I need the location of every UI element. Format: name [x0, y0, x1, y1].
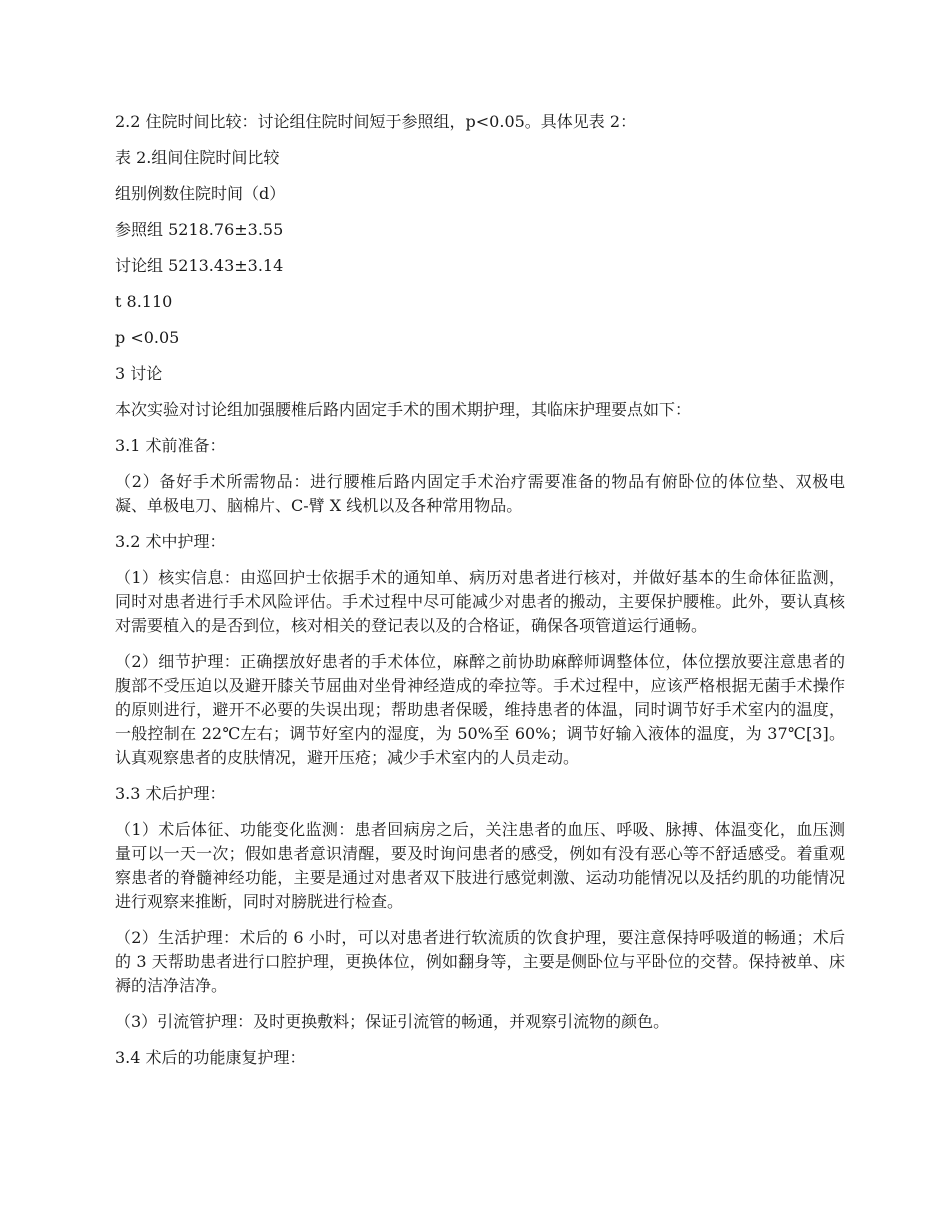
paragraph-verify-info: （1）核实信息：由巡回护士依据手术的通知单、病历对患者进行核对，并做好基本的生命体征监测，同时对患者进行手术风险评估。手术过程中尽可能减少对患者的搬动，主要保护腰椎。此外，要认真核对需要植入的是否到位，核对相关的登记表以及的合格证，确保各项管道运行通畅。 — [115, 568, 845, 635]
table-header-row: 组别例数住院时间（d） — [115, 184, 286, 203]
section-3-3-heading: 3.3 术后护理： — [115, 784, 226, 803]
paragraph-postop-monitoring: （1）术后体征、功能变化监测：患者回病房之后，关注患者的血压、呼吸、脉搏、体温变化，血压测量可以一天一次；假如患者意识清醒，要及时询问患者的感受，例如有没有恶心等不舒适感受。着重观察患者的脊髓神经功能，主要是通过对患者双下肢进行感觉刺激、运动功能情况以及括约肌的功能情况进行观察来推断，同时对膀胱进行检查。 — [115, 820, 845, 911]
section-3-intro: 本次实验对讨论组加强腰椎后路内固定手术的围术期护理，其临床护理要点如下： — [115, 400, 692, 419]
table-row-reference: 参照组 5218.76±3.55 — [115, 220, 284, 239]
table-caption: 表 2.组间住院时间比较 — [115, 148, 280, 167]
table-row-p: p <0.05 — [115, 328, 180, 347]
section-2-2-text: 2.2 住院时间比较：讨论组住院时间短于参照组，p<0.05。具体见表 2： — [115, 112, 637, 131]
section-3-1-heading: 3.1 术前准备： — [115, 436, 226, 455]
table-row-t: t 8.110 — [115, 292, 173, 311]
paragraph-life-care: （2）生活护理：术后的 6 小时，可以对患者进行软流质的饮食护理，要注意保持呼吸道的畅通；术后的 3 天帮助患者进行口腔护理，更换体位，例如翻身等，主要是侧卧位与平卧位的交替。保持被单、床褥的洁净洁净。 — [115, 928, 845, 995]
section-3-4-heading: 3.4 术后的功能康复护理： — [115, 1048, 306, 1067]
section-3-2-heading: 3.2 术中护理： — [115, 532, 226, 551]
table-row-discussion: 讨论组 5213.43±3.14 — [115, 256, 284, 275]
paragraph-drainage-care: （3）引流管护理：及时更换敷料；保证引流管的畅通，并观察引流物的颜色。 — [115, 1012, 670, 1031]
paragraph-preop-items: （2）备好手术所需物品：进行腰椎后路内固定手术治疗需要准备的物品有俯卧位的体位垫、双极电凝、单极电刀、脑棉片、C-臂 X 线机以及各种常用物品。 — [115, 472, 845, 515]
document-page — [115, 110, 845, 1082]
paragraph-detail-care: （2）细节护理：正确摆放好患者的手术体位，麻醉之前协助麻醉师调整体位，体位摆放要注意患者的腹部不受压迫以及避开膝关节屈曲对坐骨神经造成的牵拉等。手术过程中，应该严格根据无菌手术操作的原则进行，避开不必要的失误出现；帮助患者保暖，维持患者的体温，同时调节好手术室内的温度，一般控制在 22℃左右；调节好室内的湿度，为 50%至 60%；调节好输入液体的温度，为 37℃[3]。认真观察患者的皮肤情况，避开压疮；减少手术室内的人员走动。 — [115, 652, 845, 767]
section-3-heading: 3 讨论 — [115, 364, 163, 383]
